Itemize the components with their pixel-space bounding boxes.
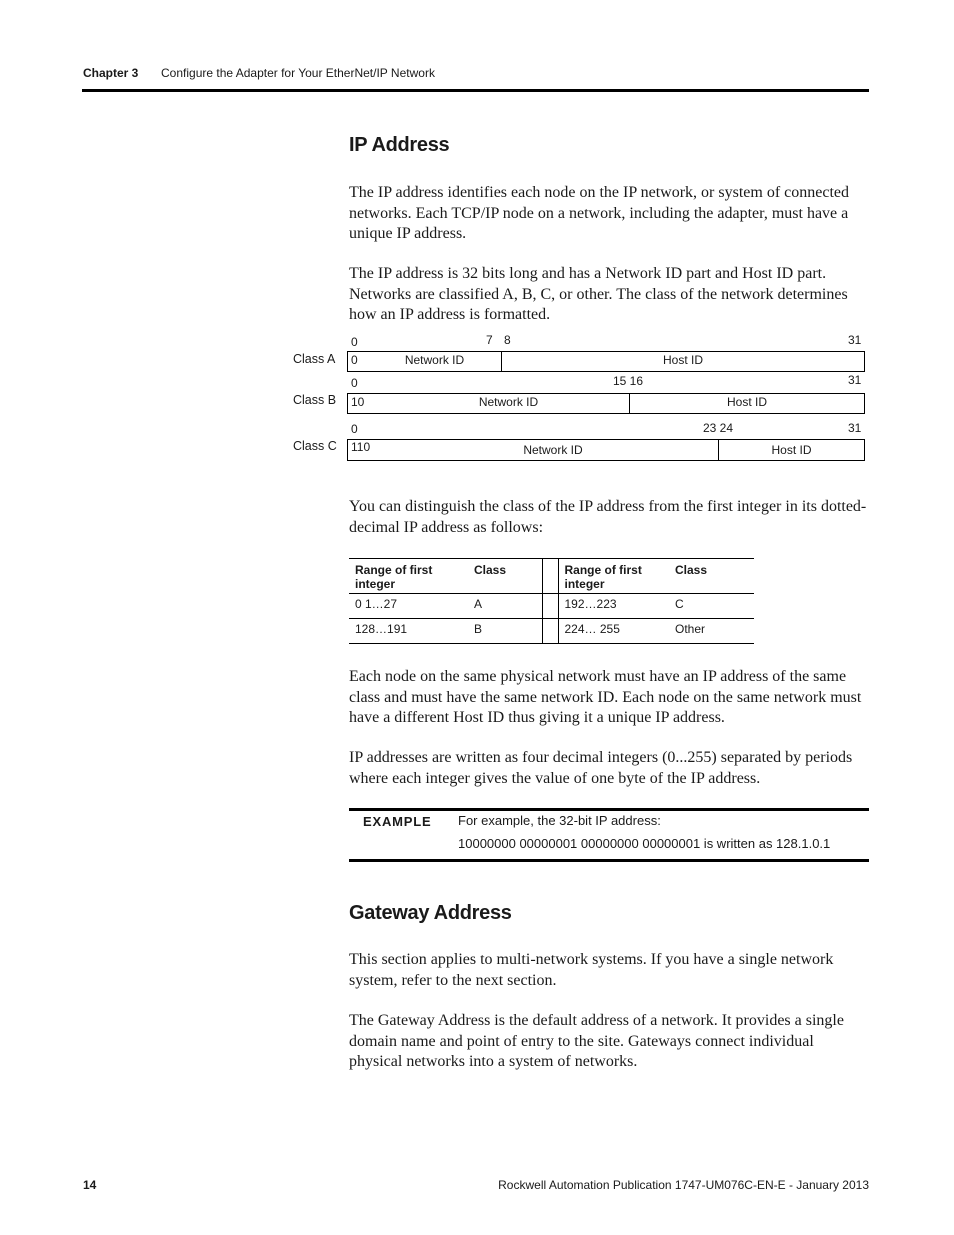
class-c-register — [347, 439, 865, 461]
table-header: Class — [669, 559, 754, 594]
page-number: 14 — [83, 1178, 97, 1192]
class-b-lead-bits: 10 — [351, 395, 365, 409]
table-row — [349, 619, 754, 644]
class-a-host-id: Host ID — [501, 352, 864, 371]
table-cell: 224… 255 — [558, 619, 669, 644]
class-c-host-id: Host ID — [718, 440, 864, 460]
distinguish-para: You can distinguish the class of the IP address from the first integer in its dotted-decimal IP address as follows: — [349, 498, 867, 536]
example-line-2: 10000000 00000001 00000000 00000001 is written as 128.1.0.1 — [458, 836, 831, 851]
bit-number: 15 16 — [613, 374, 644, 388]
table-row — [349, 594, 754, 619]
ip-address-heading: IP Address — [349, 134, 450, 156]
gateway-heading: Gateway Address — [349, 902, 512, 924]
table-header: Class — [468, 559, 542, 594]
table-cell: 192…223 — [558, 594, 669, 619]
gateway-para-1: This section applies to multi-network systems. If you have a single network system, refer to the next section. — [349, 951, 834, 989]
bit-number: 31 — [848, 373, 862, 387]
table-spacer — [542, 619, 558, 644]
ip-class-table — [349, 558, 754, 644]
header-rule — [82, 89, 869, 92]
table-spacer — [542, 594, 558, 619]
written-para: IP addresses are written as four decimal integers (0...255) separated by periods where each integer gives the value of one byte of the IP address. — [349, 749, 853, 787]
class-b-label: Class B — [293, 393, 337, 407]
class-a-register — [347, 351, 865, 372]
gateway-para-2: The Gateway Address is the default address of a network. It provides a single domain name and point of entry to the site. Gateways connect individual physical networks into a system of networks. — [349, 1012, 844, 1070]
bit-number: 8 — [504, 333, 511, 347]
class-b-host-id: Host ID — [629, 394, 864, 413]
chapter-title: Configure the Adapter for Your EtherNet/IP Network — [161, 66, 435, 80]
example-label: EXAMPLE — [363, 814, 432, 829]
table-cell: B — [468, 619, 542, 644]
bit-number: 0 — [351, 422, 358, 436]
table-header: Range of first integer — [349, 559, 468, 594]
bit-number: 31 — [848, 333, 862, 347]
class-b-network-id: Network ID — [478, 395, 539, 409]
example-bottom-rule — [349, 859, 869, 862]
ip-para-2: The IP address is 32 bits long and has a Network ID part and Host ID part. Networks are classified A, B, C, or other. The class of the network determines how an IP address is formatted. — [349, 265, 848, 323]
class-c-label: Class C — [293, 439, 337, 453]
class-b-register — [347, 393, 865, 414]
bit-number: 0 — [351, 335, 358, 349]
class-a-label: Class A — [293, 352, 336, 366]
table-cell: C — [669, 594, 754, 619]
table-cell: Other — [669, 619, 754, 644]
table-cell: 0 1…27 — [349, 594, 468, 619]
class-c-network-id: Network ID — [523, 443, 583, 457]
same-network-para: Each node on the same physical network must have an IP address of the same class and must have the same network ID. Each node on the same network must have a different Host ID thus giving it a unique IP address. — [349, 668, 862, 726]
bit-number: 0 — [351, 376, 358, 390]
chapter-label: Chapter 3 — [83, 66, 139, 80]
table-header: Range of first integer — [558, 559, 669, 594]
ip-para-1: The IP address identifies each node on the IP network, or system of connected networks. Each TCP/IP node on a network, including the adapter, must have a unique IP address. — [349, 184, 849, 242]
example-top-rule — [349, 808, 869, 811]
bit-number: 31 — [848, 421, 862, 435]
table-spacer — [542, 559, 558, 594]
class-a-network-id: Network ID — [404, 353, 465, 367]
example-line-1: For example, the 32-bit IP address: — [458, 813, 661, 828]
table-cell: 128…191 — [349, 619, 468, 644]
class-a-lead-bits: 0 — [351, 353, 358, 367]
bit-number: 23 24 — [703, 421, 734, 435]
table-header-row — [349, 559, 754, 594]
publication-info: Rockwell Automation Publication 1747-UM076C-EN-E - January 2013 — [498, 1178, 869, 1192]
table-cell: A — [468, 594, 542, 619]
bit-number: 7 — [486, 333, 493, 347]
class-c-lead-bits: 110 — [351, 440, 371, 454]
